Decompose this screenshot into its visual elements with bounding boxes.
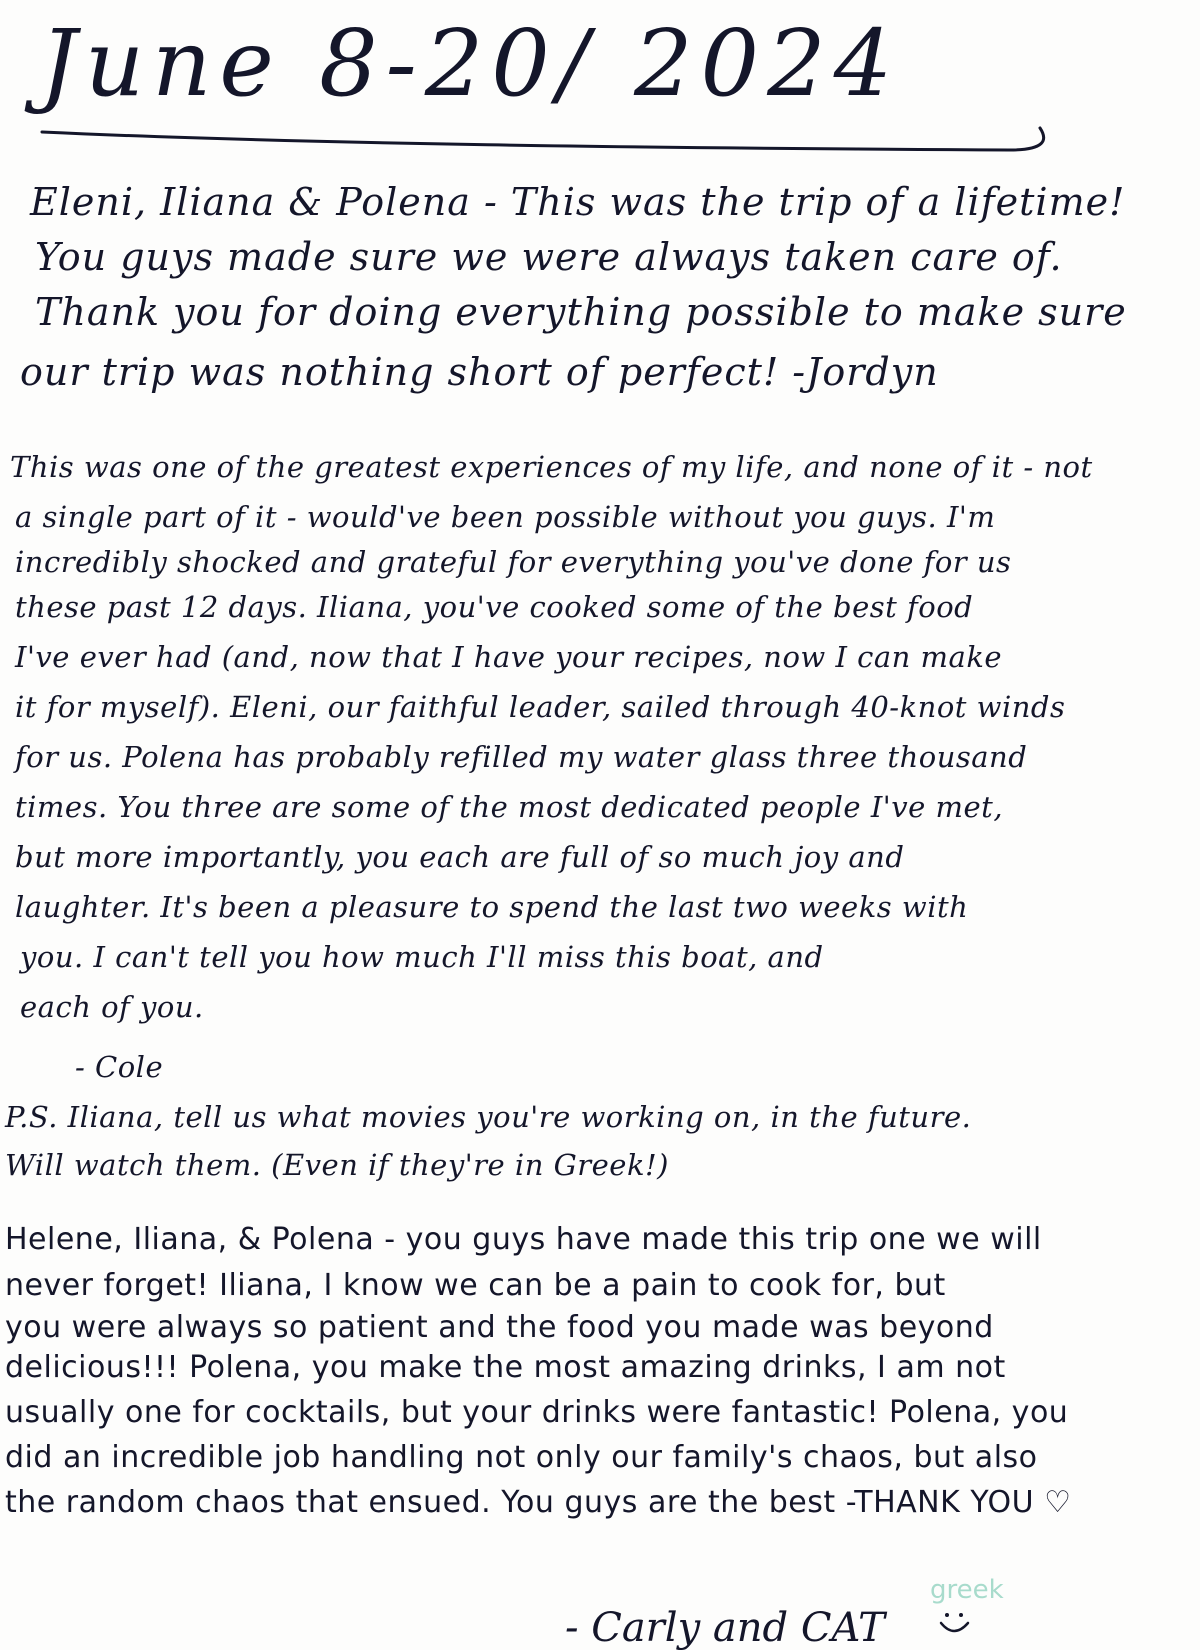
note-line: the random chaos that ensued. You guys are the best -THANK YOU ♡: [5, 1485, 1072, 1520]
note-line: you were always so patient and the food you made was beyond: [5, 1310, 994, 1345]
note-line: did an incredible job handling not only our family's chaos, but also: [5, 1440, 1038, 1475]
note-line: Thank you for doing everything possible to make sure: [35, 290, 1127, 334]
note-line: You guys made sure we were always taken care of.: [35, 235, 1063, 279]
letter-date-heading: June 8-20/ 2024: [40, 10, 901, 117]
note-line: you. I can't tell you how much I'll miss this boat, and: [20, 940, 824, 974]
watermark-logo: [930, 1575, 1004, 1605]
date-underline: [0, 110, 1200, 170]
signature-carly: - Carly and CAT: [565, 1605, 885, 1650]
note-line: This was one of the greatest experiences of my life, and none of it - not: [10, 450, 1093, 484]
watermark-text: greek: [930, 1575, 1004, 1605]
note-line: for us. Polena has probably refilled my water glass three thousand: [15, 740, 1028, 774]
note-line: laughter. It's been a pleasure to spend the last two weeks with: [15, 890, 969, 924]
note-line: these past 12 days. Iliana, you've cooked some of the best food: [15, 590, 974, 624]
smiley-face-icon: [935, 1605, 975, 1645]
note-line: Will watch them. (Even if they're in Greek!): [5, 1148, 669, 1182]
note-line: Eleni, Iliana & Polena - This was the trip of a lifetime!: [30, 180, 1126, 224]
note-line: incredibly shocked and grateful for everything you've done for us: [15, 545, 1012, 579]
note-line: usually one for cocktails, but your drinks were fantastic! Polena, you: [5, 1395, 1069, 1430]
note-line: never forget! Iliana, I know we can be a pain to cook for, but: [5, 1268, 946, 1303]
signature-cole: - Cole: [75, 1050, 164, 1084]
note-line: but more importantly, you each are full of so much joy and: [15, 840, 905, 874]
note-line: each of you.: [20, 990, 204, 1024]
note-line: it for myself). Eleni, our faithful leader, sailed through 40-knot winds: [15, 690, 1066, 724]
note-line: P.S. Iliana, tell us what movies you're working on, in the future.: [5, 1100, 972, 1134]
note-line: I've ever had (and, now that I have your recipes, now I can make: [15, 640, 1003, 674]
note-line: times. You three are some of the most dedicated people I've met,: [15, 790, 1004, 824]
note-line: delicious!!! Polena, you make the most amazing drinks, I am not: [5, 1350, 1006, 1385]
note-line: our trip was nothing short of perfect! -Jordyn: [20, 350, 939, 394]
note-line: Helene, Iliana, & Polena - you guys have made this trip one we will: [5, 1222, 1042, 1257]
note-line: a single part of it - would've been possible without you guys. I'm: [15, 500, 996, 534]
